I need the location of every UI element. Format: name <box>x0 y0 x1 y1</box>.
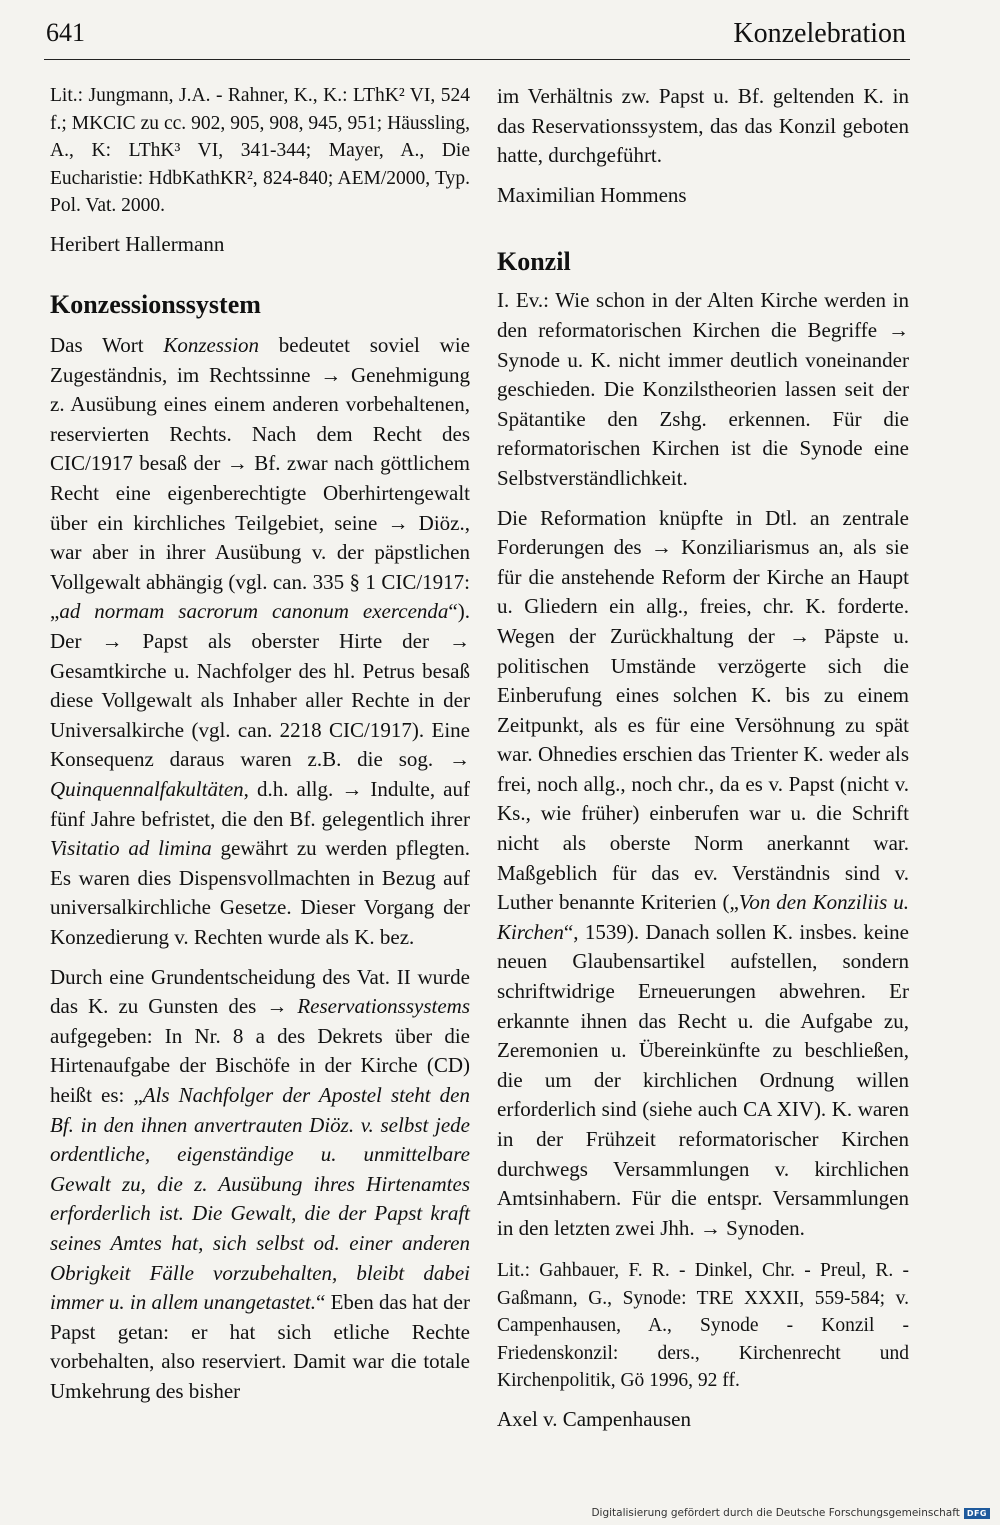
footer-credit <box>591 1507 990 1519</box>
paragraph-continuation: im Verhältnis zw. Papst u. Bf. geltenden K. in das Reservationssystem, das das Konzil geboten hatte, durchgeführt. <box>497 84 909 168</box>
entry-title-konzil: Konzil <box>497 247 571 277</box>
dfg-logo-icon: DFG <box>964 1508 990 1519</box>
literature-konzil: Lit.: Gahbauer, F. R. - Dinkel, Chr. - Preul, R. - Gaßmann, G., Synode: TRE XXXII, 559-584; v. Campenhausen, A., Synode - Konzil - Friedenskonzil: ders., Kirchenrecht und Kirchenpolitik, Gö 1996, 92 ff. <box>497 1260 909 1392</box>
footer-text: Digitalisierung gefördert durch die Deutsche Forschungsgemeinschaft <box>591 1507 960 1519</box>
entry-title-konzessionssystem: Konzessionssystem <box>50 290 261 320</box>
paragraph-konzil-2: Die Reformation knüpfte in Dtl. an zentrale Forderungen des → Konziliarismus an, als sie für die anstehende Reform der Kirche an Haupt u. Gliedern ein allg., freies, chr. K. forderte. Wegen der Zurückhaltung der → Päpste u. politischen Umstände verzögerte sich die Einberufung eines solchen K. bis zu einem Zeitpunkt, als es für eine Versöhnung zu spät war. Ohnedies erschien das Trienter K. weder als frei, noch allg., noch chr., da es v. Papst (nicht v. Ks., wie früher) einberufen war u. die Schrift nicht als oberste Norm anerkannt war. Maßgeblich für das ev. Verständnis sind v. Luther benannte Kriterien („Von den Konziliis u. Kirchen“, 1539). Danach sollen K. insbes. keine neuen Glaubensartikel aufstellen, sondern schriftwidrige Erneuerungen abwehren. Er erkannte ihnen das Recht u. die Aufgabe zu, Zeremonien u. Übereinkünfte zu beschließen, die um der kirchlichen Ordnung willen erforderlich sind (siehe auch CA XIV). K. waren in der Frühzeit reformatorischer Kirchen durchwegs Versammlungen v. kirchlichen Amtsinhabern. Für die entspr. Versammlungen in den letzten zwei Jhh. → Synoden. <box>497 505 909 1240</box>
running-head: Konzelebration <box>733 18 906 49</box>
author-hallermann: Heribert Hallermann <box>50 231 225 256</box>
page-number: 641 <box>46 18 85 47</box>
author-hommens: Maximilian Hommens <box>497 182 687 207</box>
header-rule <box>44 59 910 60</box>
paragraph-konzession-2: Durch eine Grundentscheidung des Vat. II wurde das K. zu Gunsten des → Reservationssystems aufgegeben: In Nr. 8 a des Dekrets über die Hirtenaufgabe der Bischöfe in der Kirche (CD) heißt es: „Als Nachfolger der Apostel steht den Bf. in den ihnen anvertrauten Diöz. v. selbst jede ordentliche, eigenständige u. unmittelbare Gewalt zu, die z. Ausübung ihres Hirtenamtes erforderlich ist. Die Gewalt, die der Papst kraft seines Amtes hat, sich selbst od. einer anderen Obrigkeit Fälle vorzubehalten, bleibt dabei immer u. in allem unangetastet.“ Eben das hat der Papst getan: er hat sich etliche Rechte vorbehalten, also reserviert. Damit war die totale Umkehrung des bisher <box>50 964 470 1403</box>
author-campenhausen: Axel v. Campenhausen <box>497 1406 692 1431</box>
paragraph-konzil-1: I. Ev.: Wie schon in der Alten Kirche werden in den reformatorischen Kirchen die Begriffe → Synode u. K. nicht immer deutlich voneinander geschieden. Die Konzilstheorien lassen seit der Spätantike den Zshg. erkennen. Für die reformatorischen Kirchen ist die Synode eine Selbstverständlichkeit. <box>497 288 909 490</box>
right-column <box>497 82 909 1434</box>
literature-konzelebration: Lit.: Jungmann, J.A. - Rahner, K., K.: LThK² VI, 524 f.; MKCIC zu cc. 902, 905, 908, 945, 951; Häussling, A., K: LThK³ VI, 341-344; Mayer, A., Die Eucharistie: HdbKathKR², 824-840; AEM/2000, Typ. Pol. Vat. 2000. <box>50 85 470 216</box>
paragraph-konzession-1: Das Wort Konzession bedeutet soviel wie Zugeständnis, im Rechtssinne → Genehmigung z. Ausübung eines einem anderen vorbehaltenen, reservierten Rechts. Nach dem Recht des CIC/1917 besaß der → Bf. zwar nach göttlichem Recht eine eigenberechtigte Oberhirtengewalt über ein kirchliches Teilgebiet, seine → Diöz., war aber in ihrer Ausübung v. der päpstlichen Vollgewalt abhängig (vgl. can. 335 § 1 CIC/1917: „ad normam sacrorum canonum exercenda“). Der → Papst als oberster Hirte der → Gesamtkirche u. Nachfolger des hl. Petrus besaß diese Vollgewalt als Inhaber aller Rechte in der Universalkirche (vgl. can. 2218 CIC/1917). Eine Konsequenz daraus waren z.B. die sog. → Quinquennalfakultäten, d.h. allg. → Indulte, auf fünf Jahre befristet, die den Bf. gelegentlich ihrer Visitatio ad limina gewährt zu werden pflegten. Es waren dies Dispensvollmachten in Bezug auf universalkirchliche Gesetze. Dieser Vorgang der Konzedierung v. Rechten wurde als K. bez. <box>50 333 470 949</box>
left-column <box>50 82 470 1406</box>
